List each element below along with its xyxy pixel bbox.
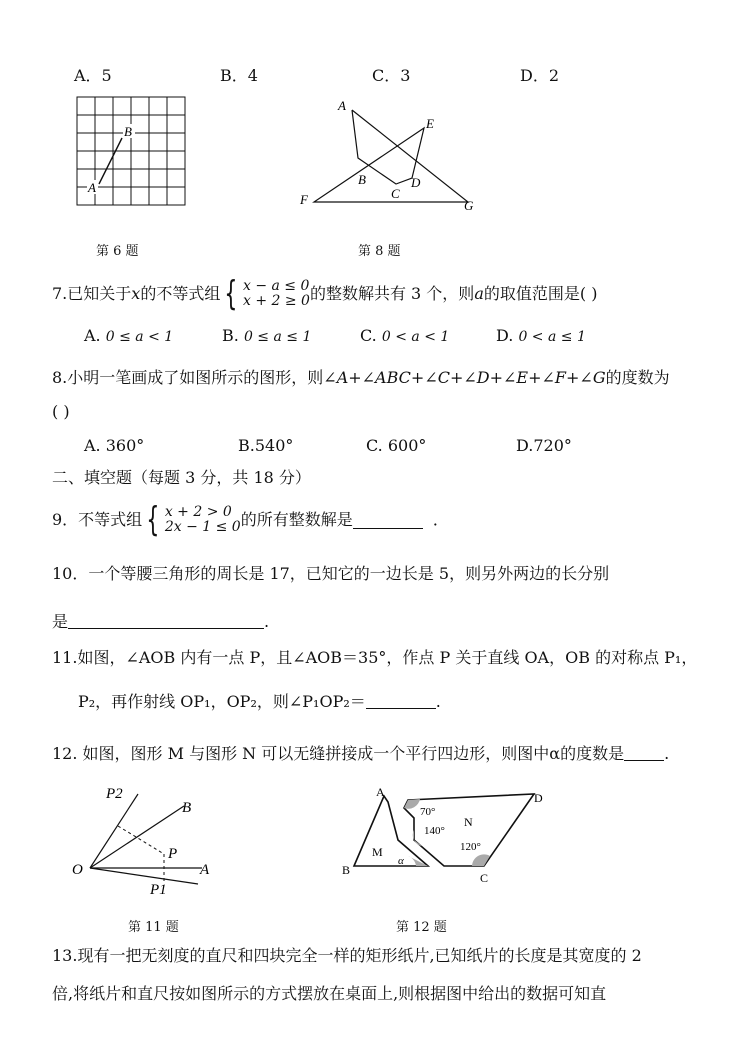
svg-text:B: B — [358, 172, 366, 187]
q6-option-a: A．5 — [74, 66, 112, 85]
question-8-line1: 8.小明一笔画成了如图所示的图形，则∠A+∠ABC+∠C+∠D+∠E+∠F+∠G的度数为 — [52, 368, 670, 387]
q6-option-b: B．4 — [220, 66, 258, 85]
q7-option-a: A. 0 ≤ a < 1 — [84, 326, 174, 345]
q8-option-d: D.720° — [516, 436, 572, 455]
svg-text:140°: 140° — [424, 825, 445, 837]
q7-option-b: B. 0 ≤ a ≤ 1 — [222, 326, 312, 345]
q12-answer-blank — [624, 744, 664, 761]
svg-text:M: M — [372, 845, 383, 859]
q7-option-d: D. 0 < a ≤ 1 — [496, 326, 586, 345]
label-a: A — [88, 180, 96, 195]
svg-text:E: E — [426, 116, 434, 131]
q9-answer-blank — [353, 512, 423, 529]
figure-12-diagram — [336, 782, 556, 892]
svg-text:P2: P2 — [106, 786, 123, 802]
question-13-line1: 13.现有一把无刻度的直尺和四块完全一样的矩形纸片,已知纸片的长度是其宽度的 2 — [52, 946, 642, 965]
svg-text:A: A — [376, 785, 385, 799]
segment-ab — [99, 138, 122, 184]
question-10-line2: 是 . — [52, 612, 270, 631]
q6-option-c: C．3 — [372, 66, 411, 85]
figure-8-diagram — [290, 96, 490, 214]
svg-text:70°: 70° — [420, 806, 436, 818]
svg-text:A: A — [338, 98, 346, 113]
svg-text:P: P — [168, 846, 178, 862]
svg-text:D: D — [534, 791, 543, 805]
q8-option-c: C. 600° — [366, 436, 427, 455]
svg-text:B: B — [342, 863, 351, 877]
section-2-heading: 二、填空题（每题 3 分，共 18 分） — [52, 468, 311, 487]
figure-11-diagram — [72, 782, 232, 902]
svg-text:O: O — [72, 862, 83, 878]
q10-answer-blank — [68, 612, 264, 629]
q7-option-c: C. 0 < a < 1 — [360, 326, 450, 345]
question-8-line2: ( ) — [52, 402, 70, 421]
svg-text:G: G — [464, 198, 474, 213]
figure-6-grid — [76, 96, 188, 208]
q9-inequality-system: { x + 2 > 0 2x − 1 ≤ 0 — [146, 500, 241, 540]
question-9: 9．不等式组 { x + 2 > 0 2x − 1 ≤ 0 的所有整数解是 ． — [52, 500, 449, 540]
svg-text:D: D — [411, 175, 421, 190]
svg-text:N: N — [464, 815, 473, 829]
svg-text:B: B — [182, 800, 192, 816]
q11-answer-blank — [366, 692, 436, 709]
figure-11-caption: 第 11 题 — [128, 920, 179, 935]
question-7: 7.已知关于 x 的不等式组 { x − a ≤ 0 x + 2 ≥ 0 的整数解共有 3 个，则 a 的取值范围是( ) — [52, 274, 598, 314]
label-b: B — [124, 124, 132, 139]
question-11-line1: 11.如图，∠AOB 内有一点 P，且∠AOB＝35°，作点 P 关于直线 OA，OB 的对称点 P₁， — [52, 648, 698, 667]
svg-text:120°: 120° — [460, 841, 481, 853]
question-10-line1: 10．一个等腰三角形的周长是 17，已知它的一边长是 5，则另外两边的长分别 — [52, 564, 610, 583]
svg-text:F: F — [300, 192, 308, 207]
figure-12-caption: 第 12 题 — [396, 920, 447, 935]
q8-option-b: B.540° — [238, 436, 294, 455]
question-12: 12. 如图，图形 M 与图形 N 可以无缝拼接成一个平行四边形，则图中α的度数是 . — [52, 744, 670, 763]
q6-option-d: D．2 — [520, 66, 560, 85]
svg-text:α: α — [398, 855, 404, 867]
question-13-line2: 倍,将纸片和直尺按如图所示的方式摆放在桌面上,则根据图中给出的数据可知直 — [52, 984, 607, 1003]
q8-option-a: A. 360° — [84, 436, 145, 455]
svg-text:C: C — [480, 871, 489, 885]
svg-text:C: C — [391, 186, 400, 201]
svg-text:A: A — [200, 862, 210, 878]
svg-text:P1: P1 — [150, 882, 167, 898]
figure-6-caption: 第 6 题 — [96, 244, 139, 259]
q7-inequality-system: { x − a ≤ 0 x + 2 ≥ 0 — [224, 274, 310, 314]
question-11-line2: P₂，再作射线 OP₁，OP₂，则∠P₁OP₂＝ . — [78, 692, 441, 711]
figure-8-caption: 第 8 题 — [358, 244, 401, 259]
